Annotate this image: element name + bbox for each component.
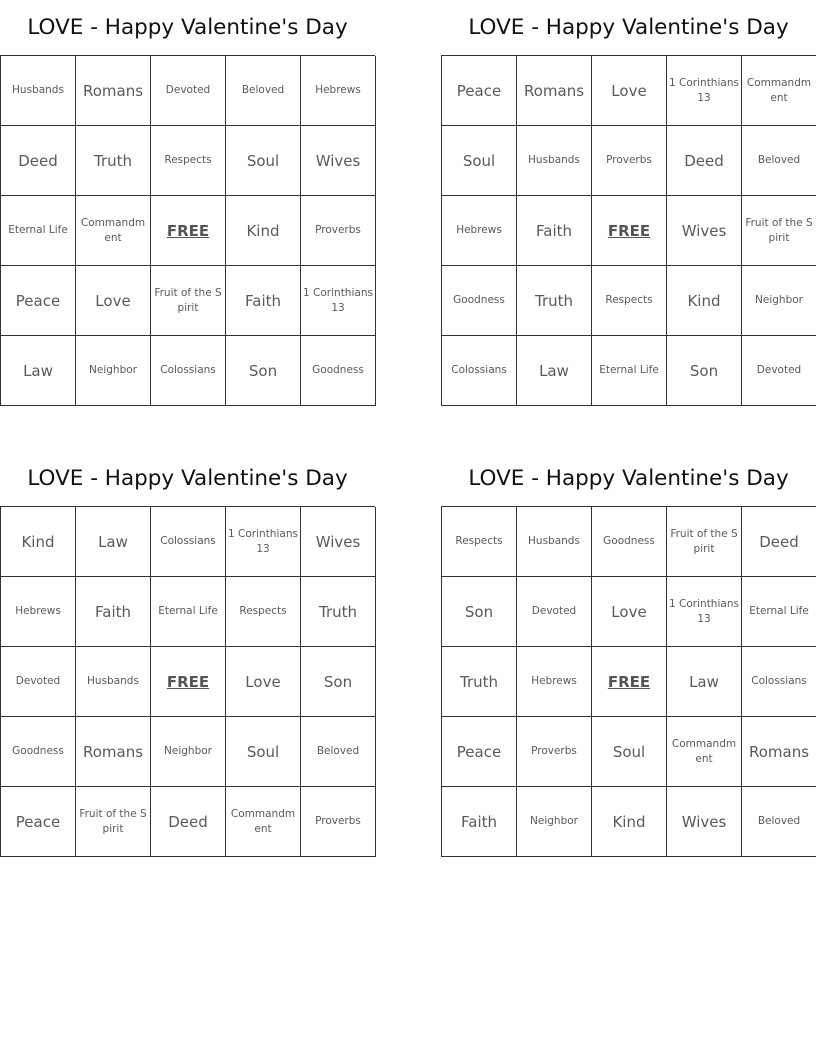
bingo-cell: Devoted	[517, 577, 592, 647]
bingo-cell: Love	[226, 647, 301, 717]
bingo-cell: Neighbor	[151, 717, 226, 787]
bingo-cell: Beloved	[301, 717, 376, 787]
bingo-cell: Peace	[442, 56, 517, 126]
bingo-cell: Kind	[667, 266, 742, 336]
bingo-cell: Fruit of the Spirit	[151, 266, 226, 336]
bingo-card-2	[441, 0, 816, 406]
bingo-cell: Husbands	[76, 647, 151, 717]
bingo-cell: Husbands	[517, 507, 592, 577]
bingo-cell: Law	[1, 336, 76, 406]
bingo-cell: Soul	[592, 717, 667, 787]
card-title: LOVE - Happy Valentine's Day	[27, 15, 348, 40]
bingo-cell: Commandment	[226, 787, 301, 857]
bingo-cell: Proverbs	[301, 196, 376, 266]
bingo-grid	[441, 506, 816, 857]
bingo-cell: Romans	[76, 56, 151, 126]
bingo-cell: Eternal Life	[151, 577, 226, 647]
bingo-grid	[0, 506, 375, 857]
bingo-cell: Proverbs	[517, 717, 592, 787]
bingo-grid	[0, 55, 375, 406]
bingo-cell: Deed	[151, 787, 226, 857]
bingo-cell: Fruit of the Spirit	[76, 787, 151, 857]
bingo-cell: Deed	[1, 126, 76, 196]
bingo-cell: Peace	[442, 717, 517, 787]
bingo-card-1	[0, 0, 375, 406]
bingo-cell: 1 Corinthians 13	[226, 507, 301, 577]
bingo-cell: Deed	[742, 507, 816, 577]
bingo-cell: Faith	[442, 787, 517, 857]
bingo-cell: Commandment	[742, 56, 816, 126]
bingo-cell: Eternal Life	[1, 196, 76, 266]
bingo-cell: Goodness	[1, 717, 76, 787]
bingo-cell: Son	[226, 336, 301, 406]
bingo-card-3	[0, 451, 375, 857]
bingo-cell: Truth	[517, 266, 592, 336]
bingo-cell: Fruit of the Spirit	[667, 507, 742, 577]
bingo-cell: Neighbor	[76, 336, 151, 406]
bingo-cell: Law	[667, 647, 742, 717]
bingo-cell: Proverbs	[301, 787, 376, 857]
bingo-cell: Wives	[667, 787, 742, 857]
bingo-cell: Hebrews	[1, 577, 76, 647]
free-space: FREE	[151, 647, 226, 717]
bingo-cell: Goodness	[301, 336, 376, 406]
free-space: FREE	[592, 196, 667, 266]
bingo-cell: Respects	[442, 507, 517, 577]
bingo-cell: Love	[76, 266, 151, 336]
bingo-cell: Romans	[742, 717, 816, 787]
bingo-cell: Wives	[301, 126, 376, 196]
bingo-cell: Wives	[667, 196, 742, 266]
bingo-cell: Soul	[226, 126, 301, 196]
bingo-cell: Respects	[226, 577, 301, 647]
bingo-cell: Beloved	[742, 126, 816, 196]
card-title: LOVE - Happy Valentine's Day	[468, 466, 789, 491]
bingo-cell: Deed	[667, 126, 742, 196]
bingo-cell: Soul	[226, 717, 301, 787]
bingo-cell: Wives	[301, 507, 376, 577]
free-space: FREE	[592, 647, 667, 717]
card-title: LOVE - Happy Valentine's Day	[27, 466, 348, 491]
bingo-cell: Goodness	[442, 266, 517, 336]
bingo-cell: Eternal Life	[592, 336, 667, 406]
bingo-cell: Husbands	[1, 56, 76, 126]
bingo-cell: Neighbor	[742, 266, 816, 336]
bingo-cell: Truth	[301, 577, 376, 647]
bingo-cell: Eternal Life	[742, 577, 816, 647]
bingo-cell: Kind	[1, 507, 76, 577]
bingo-cell: Kind	[592, 787, 667, 857]
bingo-card-4	[441, 451, 816, 857]
bingo-cell: Respects	[592, 266, 667, 336]
bingo-cell: Faith	[517, 196, 592, 266]
bingo-cell: Hebrews	[442, 196, 517, 266]
bingo-cell: Colossians	[151, 336, 226, 406]
bingo-cell: Neighbor	[517, 787, 592, 857]
bingo-cell: Colossians	[442, 336, 517, 406]
bingo-cell: Truth	[442, 647, 517, 717]
bingo-cell: Devoted	[1, 647, 76, 717]
bingo-cell: Kind	[226, 196, 301, 266]
bingo-cell: Love	[592, 56, 667, 126]
bingo-cell: Love	[592, 577, 667, 647]
bingo-cell: Proverbs	[592, 126, 667, 196]
bingo-cell: Peace	[1, 266, 76, 336]
bingo-cell: Son	[667, 336, 742, 406]
bingo-cell: Commandment	[76, 196, 151, 266]
bingo-cell: Fruit of the Spirit	[742, 196, 816, 266]
bingo-cell: Soul	[442, 126, 517, 196]
bingo-cell: Goodness	[592, 507, 667, 577]
bingo-cell: Devoted	[742, 336, 816, 406]
bingo-cell: Hebrews	[517, 647, 592, 717]
free-space: FREE	[151, 196, 226, 266]
bingo-cell: Hebrews	[301, 56, 376, 126]
bingo-cell: 1 Corinthians 13	[301, 266, 376, 336]
bingo-cell: Truth	[76, 126, 151, 196]
bingo-cell: Respects	[151, 126, 226, 196]
bingo-cell: 1 Corinthians 13	[667, 56, 742, 126]
bingo-cell: Son	[442, 577, 517, 647]
bingo-cell: Romans	[76, 717, 151, 787]
card-title: LOVE - Happy Valentine's Day	[468, 15, 789, 40]
bingo-cell: Beloved	[742, 787, 816, 857]
bingo-cell: Faith	[76, 577, 151, 647]
bingo-cell: Devoted	[151, 56, 226, 126]
bingo-cell: Husbands	[517, 126, 592, 196]
bingo-cell: Romans	[517, 56, 592, 126]
bingo-cell: 1 Corinthians 13	[667, 577, 742, 647]
bingo-cell: Son	[301, 647, 376, 717]
bingo-grid	[441, 55, 816, 406]
bingo-cell: Law	[517, 336, 592, 406]
bingo-cell: Colossians	[151, 507, 226, 577]
bingo-cell: Commandment	[667, 717, 742, 787]
bingo-cell: Law	[76, 507, 151, 577]
bingo-cell: Peace	[1, 787, 76, 857]
bingo-cell: Beloved	[226, 56, 301, 126]
bingo-cell: Colossians	[742, 647, 816, 717]
bingo-cell: Faith	[226, 266, 301, 336]
